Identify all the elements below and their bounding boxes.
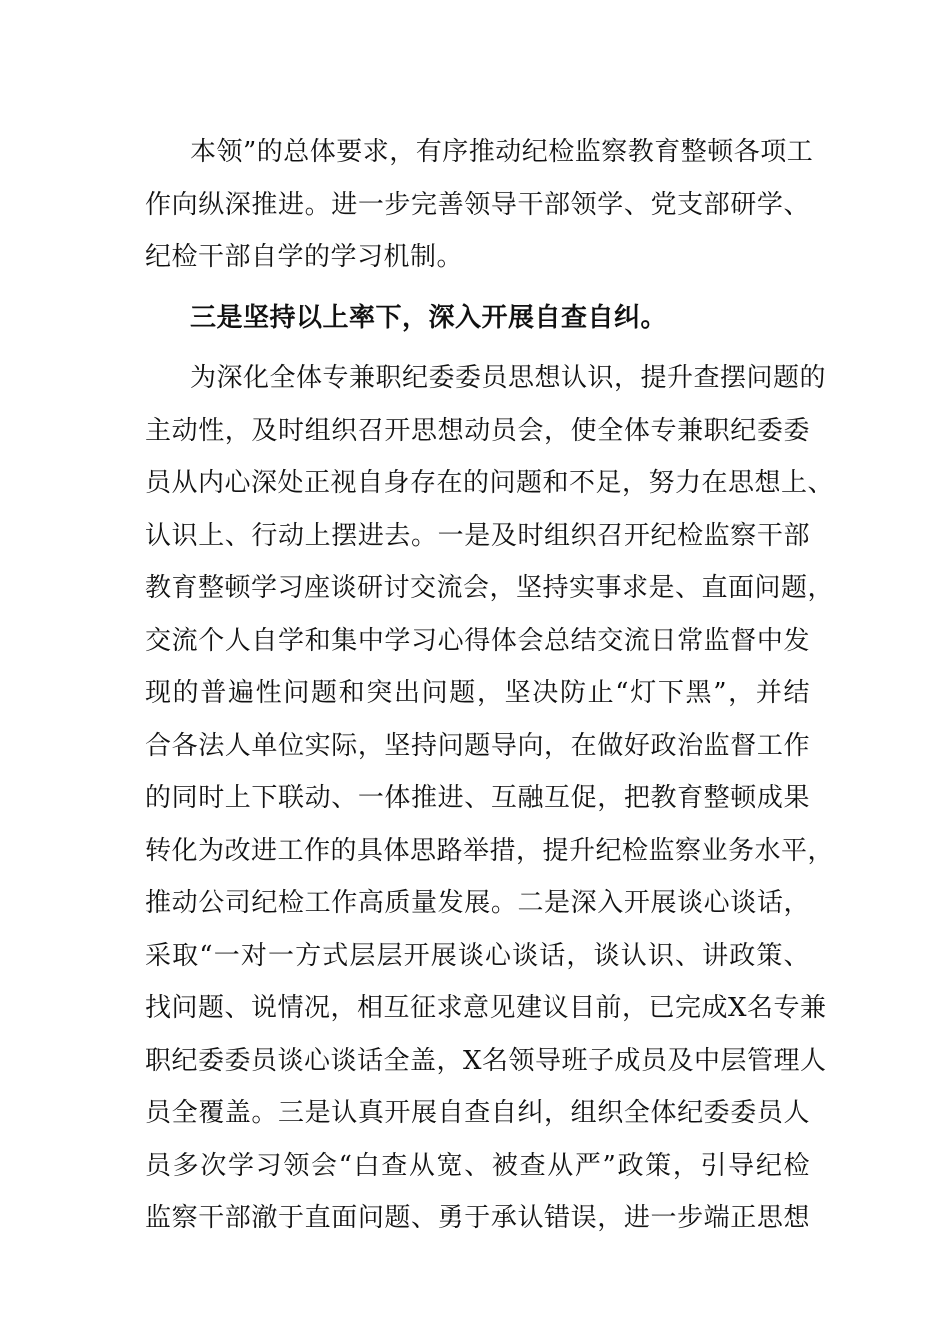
text-line: 作向纵深推进。进一步完善领导干部领学、党支部研学、: [145, 189, 810, 220]
text-line: 监察干部澈于直面问题、勇于承认错误，进一步端正思想: [145, 1203, 810, 1233]
paragraph-body: [145, 352, 835, 1245]
paragraph-continuation: [145, 126, 814, 284]
text-line: 为深化全体专兼职纪委委员思想认识，提升查摆问题的: [190, 363, 827, 393]
text-line: 推动公司纪检工作高质量发展。二是深入开展谈心谈话，: [145, 888, 810, 918]
text-line: 采取“一对一方式层层开展谈心谈话，谈认识、讲政策、: [145, 940, 810, 971]
text-line: 合各法人单位实际，坚持问题导向，在做好政治监督工作: [145, 730, 810, 761]
document-body: [145, 126, 835, 1245]
text-line: 员全覆盖。三是认真开展自查自纠，组织全体纪委委员人: [145, 1098, 810, 1128]
text-line: 现的普遍性问题和突出问题，坚决防止“灯下黑”，并结: [145, 678, 810, 708]
text-line: 员多次学习领会“白查从宽、被查从严”政策，引导纪检: [145, 1150, 810, 1181]
text-line: 本领”的总体要求，有序推动纪检监察教育整顿各项工: [190, 137, 814, 167]
text-line: 转化为改进工作的具体思路举措，提升纪检监察业务水平，: [145, 835, 835, 866]
heading-line: 三是坚持以上率下，深入开展自查自纠。: [190, 302, 668, 333]
text-line: 找问题、说情况，相互征求意见建议目前，已完成X名专兼: [145, 993, 827, 1023]
text-line: 教育整顿学习座谈研讨交流会，坚持实事求是、直面问题，: [145, 573, 835, 603]
text-line: 员从内心深处正视自身存在的问题和不足，努力在思想上、: [145, 468, 835, 498]
text-line: 纪检干部自学的学习机制。: [145, 242, 464, 272]
text-line: 交流个人自学和集中学习心得体会总结交流日常监督中发: [145, 625, 810, 656]
section-heading: [145, 292, 810, 345]
text-line: 的同时上下联动、一体推进、互融互促，把教育整顿成果: [145, 783, 810, 813]
text-line: 主动性，及时组织召开思想动员会，使全体专兼职纪委委: [145, 415, 810, 446]
text-line: 认识上、行动上摆进去。一是及时组织召开纪检监察干部: [145, 520, 810, 551]
text-line: 职纪委委员谈心谈话全盖，X名领导班子成员及中层管理人: [145, 1045, 827, 1076]
